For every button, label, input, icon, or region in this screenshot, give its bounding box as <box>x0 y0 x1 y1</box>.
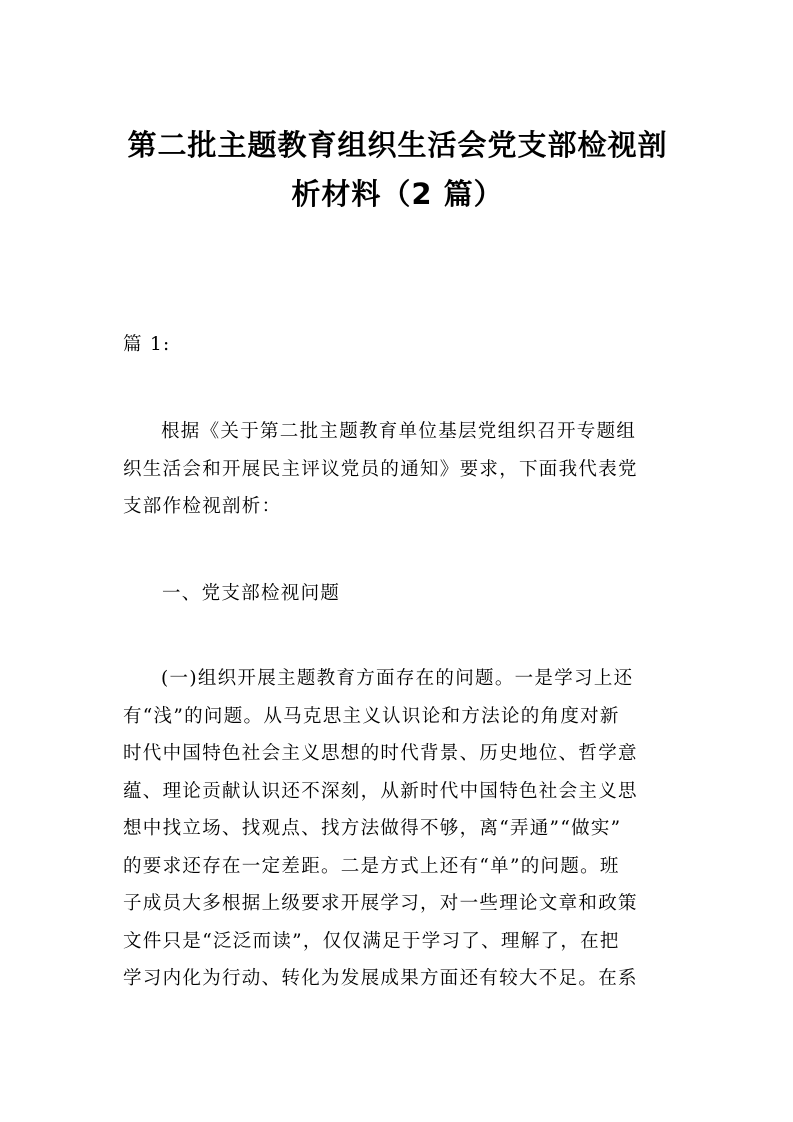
paragraph-line: 的要求还存在一定差距。二是方式上还有“单”的问题。班 <box>123 855 620 877</box>
paragraph-line: 支部作检视剖析： <box>123 496 282 517</box>
paragraph-line: 有“浅”的问题。从马克思主义认识论和方法论的角度对新 <box>123 705 620 727</box>
paragraph-line: 时代中国特色社会主义思想的时代背景、历史地位、哲学意 <box>123 743 638 764</box>
paragraph-line: (一)组织开展主题教育方面存在的问题。一是学习上还 <box>161 668 634 689</box>
paragraph-line: 根据《关于第二批主题教育单位基层党组织召开专题组 <box>161 421 637 442</box>
document-title-line-2: 析材料（2 篇） <box>291 177 504 211</box>
paragraph-line: 蕴、理论贡献认识还不深刻，从新时代中国特色社会主义思 <box>123 780 638 802</box>
problem-paragraph <box>123 660 678 998</box>
paragraph-line: 文件只是“泛泛而读”，仅仅满足于学习了、理解了，在把 <box>123 930 620 952</box>
intro-paragraph <box>123 413 678 526</box>
paragraph-line: 子成员大多根据上级要求开展学习，对一些理论文章和政策 <box>123 893 638 914</box>
paragraph-line: 想中找立场、找观点、找方法做得不够，离“弄通”“做实” <box>123 818 622 839</box>
document-title-line-1: 第二批主题教育组织生活会党支部检视剖 <box>127 128 668 162</box>
section-label: 篇 1: <box>123 334 171 355</box>
section-heading: 一、党支部检视问题 <box>162 583 341 604</box>
paragraph-line: 学习内化为行动、转化为发展成果方面还有较大不足。在系 <box>123 968 638 989</box>
paragraph-line: 织生活会和开展民主评议党员的通知》要求，下面我代表党 <box>123 458 638 480</box>
